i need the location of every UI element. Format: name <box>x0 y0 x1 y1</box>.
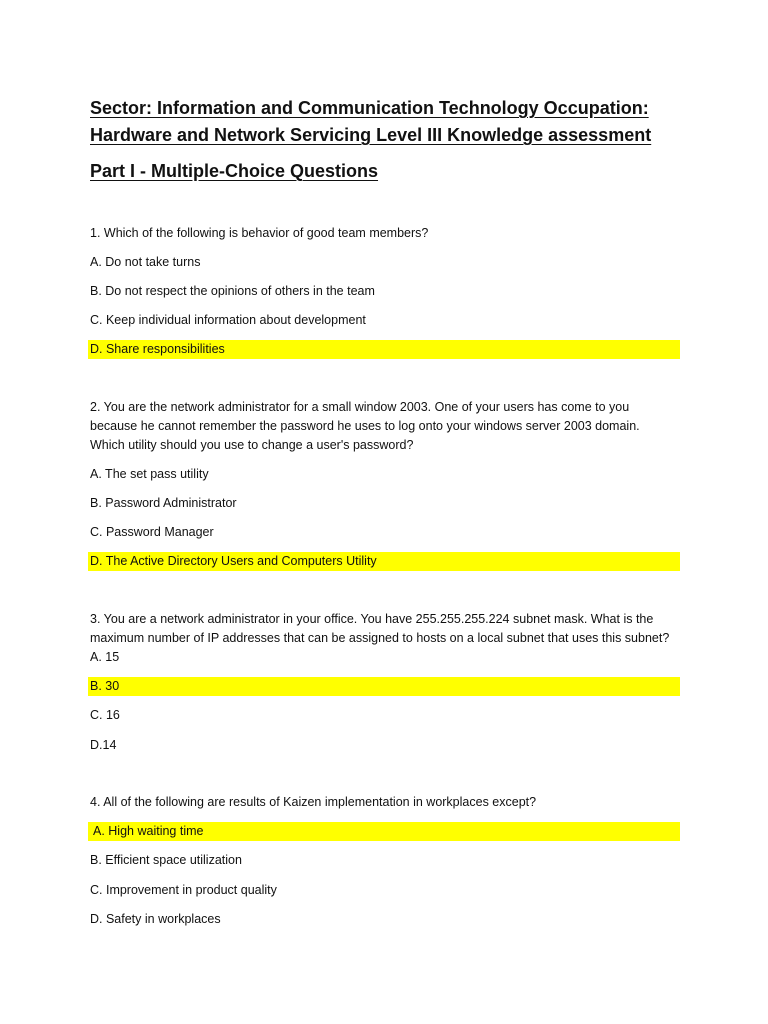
question-1-option-d-highlighted: D. Share responsibilities <box>88 340 680 359</box>
question-2-option-d-highlighted: D. The Active Directory Users and Computers Utility <box>88 552 680 571</box>
question-4-option-d: D. Safety in workplaces <box>90 912 221 926</box>
question-1-option-b: B. Do not respect the opinions of others in the team <box>90 284 375 298</box>
question-2-text-line-1: 2. You are the network administrator for a small window 2003. One of your users has come to you <box>90 400 630 414</box>
question-1-option-c: C. Keep individual information about development <box>90 313 366 327</box>
question-2-option-b: B. Password Administrator <box>90 496 237 510</box>
question-2-text-line-2: because he cannot remember the password he uses to log onto your windows server 2003 domain. <box>90 419 640 433</box>
question-4-option-c: C. Improvement in product quality <box>90 883 277 897</box>
question-2-option-c: C. Password Manager <box>90 525 214 539</box>
question-3-text-line-2: maximum number of IP addresses that can be assigned to hosts on a local subnet that uses this subnet? <box>90 631 670 645</box>
question-4-option-a-highlighted: A. High waiting time <box>88 822 680 841</box>
document-title: Sector: Information and Communication Technology Occupation: Hardware and Network Servicing Level III Knowledge assessment <box>90 98 652 145</box>
question-3-option-a: A. 15 <box>90 650 120 664</box>
question-4-option-b: B. Efficient space utilization <box>90 853 242 867</box>
question-3-text-line-1: 3. You are a network administrator in your office. You have 255.255.255.224 subnet mask. What is the <box>90 612 654 626</box>
question-1-option-a: A. Do not take turns <box>90 255 201 269</box>
question-1-text: 1. Which of the following is behavior of good team members? <box>90 226 429 240</box>
question-2-text-line-3: Which utility should you use to change a user's password? <box>90 438 414 452</box>
part-heading: Part I - Multiple-Choice Questions <box>90 161 379 181</box>
question-4-text: 4. All of the following are results of Kaizen implementation in workplaces except? <box>90 795 537 809</box>
question-2-option-a: A. The set pass utility <box>90 467 209 481</box>
question-3-option-d: D.14 <box>90 738 117 752</box>
question-3-option-b-highlighted: B. 30 <box>88 677 680 696</box>
question-3-option-c: C. 16 <box>90 708 120 722</box>
